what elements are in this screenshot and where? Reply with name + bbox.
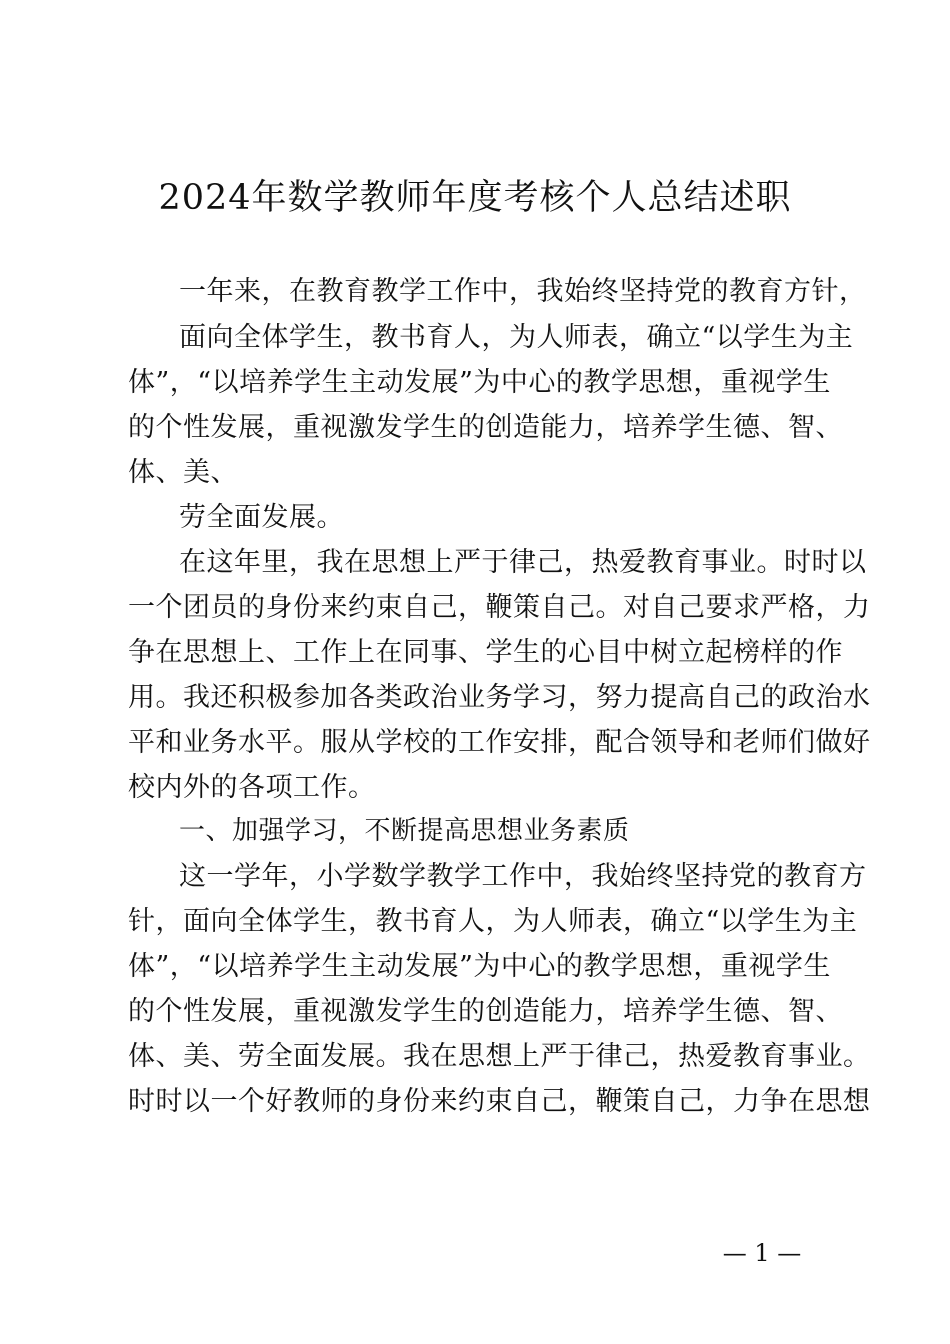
paragraph-line: 这一学年，小学数学教学工作中，我始终坚持党的教育方 <box>179 861 867 892</box>
paragraph-line: 用。我还积极参加各类政治业务学习，努力提高自己的政治水 <box>128 682 871 713</box>
paragraph-line: 争在思想上、工作上在同事、学生的心目中树立起榜样的作 <box>128 637 843 668</box>
paragraph-line: 在这年里，我在思想上严于律己，热爱教育事业。时时以 <box>179 547 867 578</box>
document-title: 2024年数学教师年度考核个人总结述职 <box>158 178 792 218</box>
paragraph-line: 校内外的各项工作。 <box>128 772 376 803</box>
paragraph-line: 平和业务水平。服从学校的工作安排，配合领导和老师们做好 <box>128 727 871 758</box>
paragraph-line: 体”，“以培养学生主动发展”为中心的教学思想，重视学生 <box>128 367 831 398</box>
paragraph-line: 时时以一个好教师的身份来约束自己，鞭策自己，力争在思想 <box>128 1086 871 1117</box>
paragraph-line: 体、美、劳全面发展。我在思想上严于律己，热爱教育事业。 <box>128 1041 871 1072</box>
paragraph-line: 的个性发展，重视激发学生的创造能力，培养学生德、智、 <box>128 412 843 443</box>
paragraph-line: 劳全面发展。 <box>179 502 344 533</box>
paragraph-line: 针，面向全体学生，教书育人，为人师表，确立“以学生为主 <box>128 906 858 937</box>
paragraph-line: 体、美、 <box>128 457 238 488</box>
paragraph-line: 体”，“以培养学生主动发展”为中心的教学思想，重视学生 <box>128 951 831 982</box>
paragraph-line: 一个团员的身份来约束自己，鞭策自己。对自己要求严格，力 <box>128 592 871 623</box>
paragraph-line: 面向全体学生，教书育人，为人师表，确立“以学生为主 <box>179 322 854 353</box>
section-heading: 一、加强学习，不断提高思想业务素质 <box>179 816 630 846</box>
paragraph-line: 一年来，在教育教学工作中，我始终坚持党的教育方针， <box>179 276 867 307</box>
page-number: — 1 — <box>722 1239 802 1267</box>
paragraph-line: 的个性发展，重视激发学生的创造能力，培养学生德、智、 <box>128 996 843 1027</box>
